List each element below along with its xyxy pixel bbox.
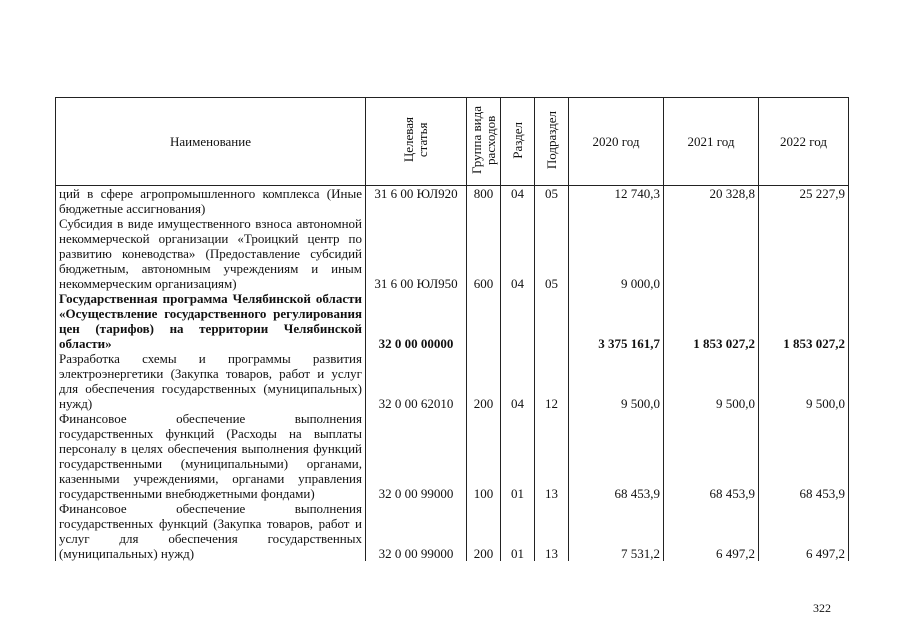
- row-name: Разработка схемы и программы развития электроэнергетики (Закупка товаров, работ и услуг для обеспечения государственных (муниципальных) нужд): [56, 351, 366, 411]
- row-subsection: 12: [535, 351, 569, 411]
- row-section: 04: [501, 351, 535, 411]
- row-group: 200: [467, 351, 501, 411]
- row-2020: 9 500,0: [569, 351, 664, 411]
- row-2021: 68 453,9: [664, 411, 759, 501]
- table-row: [56, 216, 849, 291]
- row-group: 100: [467, 411, 501, 501]
- row-section: 04: [501, 216, 535, 291]
- row-name: Финансовое обеспечение выполнения государственных функций (Закупка товаров, работ и услуг для обеспечения государственных (муниципальных) нужд): [56, 501, 366, 561]
- header-subsection: Подраздел: [535, 98, 569, 186]
- row-2020: 9 000,0: [569, 216, 664, 291]
- row-2022: [759, 216, 849, 291]
- row-2022: 1 853 027,2: [759, 291, 849, 351]
- table-row: [56, 411, 849, 501]
- table-row: [56, 291, 849, 351]
- row-section: 04: [501, 186, 535, 217]
- row-section: 01: [501, 501, 535, 561]
- row-section: 01: [501, 411, 535, 501]
- table-row: [56, 351, 849, 411]
- row-article: 32 0 00 00000: [366, 291, 467, 351]
- row-article: 31 6 00 ЮЛ920: [366, 186, 467, 217]
- row-group: 800: [467, 186, 501, 217]
- row-subsection: 05: [535, 216, 569, 291]
- row-article: 32 0 00 99000: [366, 411, 467, 501]
- row-subsection: [535, 291, 569, 351]
- header-name: Наименование: [56, 98, 366, 186]
- row-2022: 9 500,0: [759, 351, 849, 411]
- row-group: 200: [467, 501, 501, 561]
- row-name: Субсидия в виде имущественного взноса автономной некоммерческой организации «Троицкий центр по развитию коневодства» (Предоставление субсидий бюджетным, автономным учреждениям и иным некоммерческим организациям): [56, 216, 366, 291]
- row-2021: 1 853 027,2: [664, 291, 759, 351]
- row-2022: 6 497,2: [759, 501, 849, 561]
- row-article: 32 0 00 99000: [366, 501, 467, 561]
- row-name: Финансовое обеспечение выполнения государственных функций (Расходы на выплаты персоналу в целях обеспечения выполнения функций государственными (муниципальными) органами, казенными учреждениями, органами управления государственными внебюджетными фондами): [56, 411, 366, 501]
- row-article: 32 0 00 62010: [366, 351, 467, 411]
- row-subsection: 05: [535, 186, 569, 217]
- header-2021: 2021 год: [664, 98, 759, 186]
- row-group: 600: [467, 216, 501, 291]
- row-2021: 6 497,2: [664, 501, 759, 561]
- header-expense-group: Группа вида расходов: [467, 98, 501, 186]
- row-subsection: 13: [535, 501, 569, 561]
- page-number: 322: [813, 601, 831, 615]
- row-2021: [664, 216, 759, 291]
- row-article: 31 6 00 ЮЛ950: [366, 216, 467, 291]
- header-section: Раздел: [501, 98, 535, 186]
- row-2020: 68 453,9: [569, 411, 664, 501]
- header-target-article: Целевая статья: [366, 98, 467, 186]
- row-section: [501, 291, 535, 351]
- header-2022: 2022 год: [759, 98, 849, 186]
- row-group: [467, 291, 501, 351]
- row-2022: 68 453,9: [759, 411, 849, 501]
- row-2020: 7 531,2: [569, 501, 664, 561]
- row-2020: 12 740,3: [569, 186, 664, 217]
- row-subsection: 13: [535, 411, 569, 501]
- budget-table: [55, 97, 849, 561]
- table-row: [56, 501, 849, 561]
- table-header-row: [56, 98, 849, 186]
- row-name: Государственная программа Челябинской области «Осуществление государственного регулирования цен (тарифов) на территории Челябинской области»: [56, 291, 366, 351]
- header-2020: 2020 год: [569, 98, 664, 186]
- row-name: ций в сфере агропромышленного комплекса (Иные бюджетные ассигнования): [56, 186, 366, 217]
- row-2020: 3 375 161,7: [569, 291, 664, 351]
- table-row: [56, 186, 849, 217]
- row-2022: 25 227,9: [759, 186, 849, 217]
- row-2021: 20 328,8: [664, 186, 759, 217]
- row-2021: 9 500,0: [664, 351, 759, 411]
